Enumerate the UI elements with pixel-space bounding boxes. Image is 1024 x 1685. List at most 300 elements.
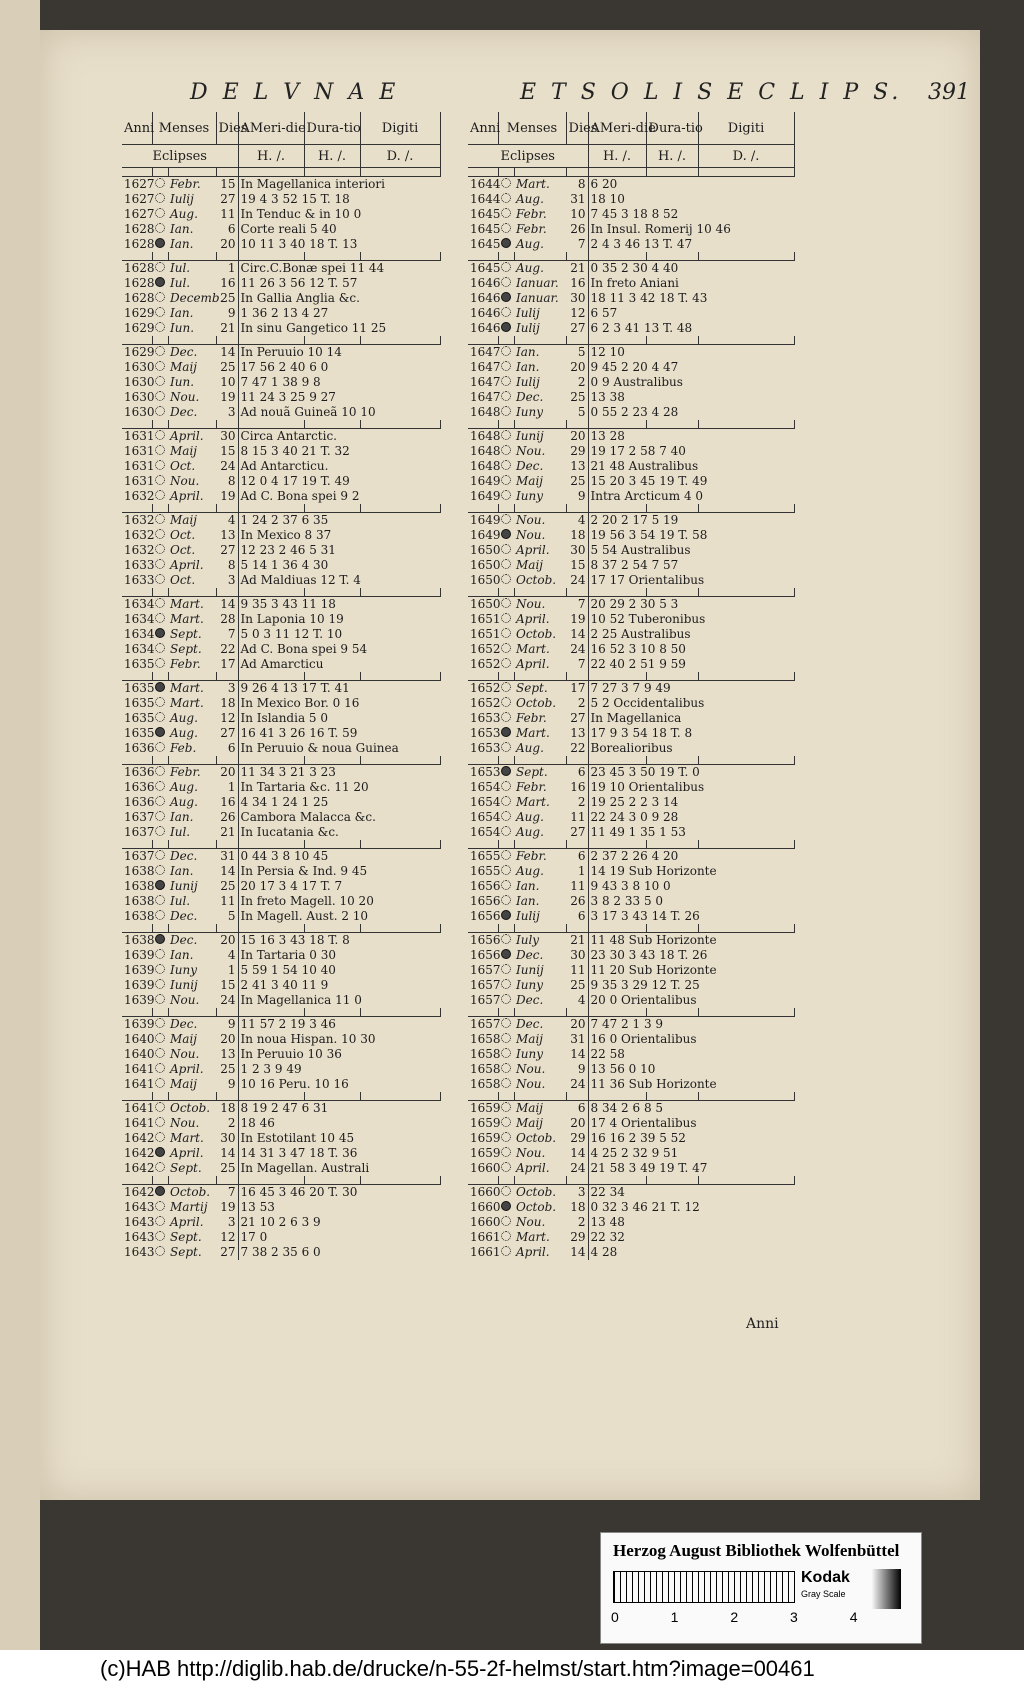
day-cell: 14 [566, 1047, 588, 1062]
month-cell: Maij [170, 360, 197, 374]
eclipse-values-cell: In sinu Gangetico 11 25 [240, 321, 387, 335]
eclipse-row [468, 207, 794, 222]
day-cell: 3 [216, 1215, 238, 1230]
month-cell: Iul. [170, 894, 191, 908]
eclipse-values-cell: 8 37 2 54 7 57 [590, 558, 679, 572]
year-cell: 1635 [124, 711, 155, 725]
month-cell: Maij [516, 558, 543, 572]
solar-eclipse-icon [155, 376, 165, 386]
eclipse-row [122, 741, 440, 756]
day-cell: 30 [566, 291, 588, 306]
eclipse-values-cell: 0 35 2 30 4 40 [590, 261, 679, 275]
eclipse-values-cell: 5 0 3 11 12 T. 10 [240, 627, 343, 641]
eclipse-row [122, 1116, 440, 1131]
month-cell: Mart. [170, 681, 204, 695]
eclipse-row [122, 864, 440, 879]
day-cell: 25 [566, 474, 588, 489]
eclipse-row [468, 933, 794, 949]
year-cell: 1638 [124, 864, 155, 878]
day-cell: 20 [566, 1116, 588, 1131]
eclipse-values-cell: 6 2 3 41 13 T. 48 [590, 321, 693, 335]
month-cell: Martij [170, 1200, 208, 1214]
month-cell: Ianuar. [516, 291, 559, 305]
year-cell: 1653 [470, 726, 501, 740]
day-cell: 9 [566, 1062, 588, 1077]
month-cell: Ian. [170, 222, 194, 236]
month-cell: Mart. [170, 696, 204, 710]
eclipse-row [468, 1200, 794, 1215]
column-subheader: D. /. [698, 145, 794, 168]
month-cell: Iun. [170, 375, 195, 389]
day-cell: 25 [216, 1161, 238, 1176]
day-cell: 19 [566, 612, 588, 627]
month-cell: Iulij [516, 306, 540, 320]
day-cell: 20 [216, 933, 238, 949]
day-cell: 6 [566, 849, 588, 865]
year-cell: 1632 [124, 513, 155, 527]
day-cell: 20 [566, 429, 588, 445]
eclipse-values-cell: 11 34 3 21 3 23 [240, 765, 336, 779]
eclipse-values-cell: 6 20 [590, 177, 618, 191]
day-cell: 4 [566, 993, 588, 1008]
year-cell: 1628 [124, 237, 155, 251]
month-cell: Aug. [170, 795, 198, 809]
month-cell: Aug. [516, 864, 544, 878]
eclipse-row [122, 795, 440, 810]
month-cell: April. [170, 1215, 204, 1229]
eclipse-values-cell: 14 19 Sub Horizonte [590, 864, 717, 878]
eclipse-values-cell: In Magellanica [590, 711, 682, 725]
eclipse-row [468, 642, 794, 657]
year-cell: 1631 [124, 429, 155, 443]
year-cell: 1640 [124, 1047, 155, 1061]
day-cell: 29 [566, 1230, 588, 1245]
month-cell: Maij [516, 1101, 543, 1115]
year-cell: 1643 [124, 1230, 155, 1244]
month-cell: Sept. [516, 765, 548, 779]
day-cell: 27 [216, 192, 238, 207]
eclipse-row [468, 963, 794, 978]
eclipse-values-cell: 4 28 [590, 1245, 618, 1259]
day-cell: 24 [566, 1077, 588, 1092]
eclipse-row [122, 933, 440, 949]
library-color-target [600, 1532, 922, 1644]
day-cell: 12 [566, 306, 588, 321]
solar-eclipse-icon [501, 598, 511, 608]
month-cell: Ian. [516, 894, 540, 908]
month-cell: Iul. [170, 276, 191, 290]
eclipse-row [468, 513, 794, 529]
eclipse-row [468, 948, 794, 963]
eclipse-values-cell: In Estotilant 10 45 [240, 1131, 355, 1145]
eclipse-row [468, 276, 794, 291]
column-header: AMeri-die [238, 112, 304, 145]
solar-eclipse-icon [155, 994, 165, 1004]
eclipse-values-cell: 0 44 3 8 10 45 [240, 849, 329, 863]
year-cell: 1631 [124, 459, 155, 473]
eclipse-values-cell: 1 2 3 9 49 [240, 1062, 302, 1076]
year-cell: 1628 [124, 291, 155, 305]
month-cell: Febr. [516, 222, 547, 236]
year-cell: 1628 [124, 261, 155, 275]
month-cell: Oct. [170, 528, 196, 542]
eclipse-values-cell: 23 45 3 50 19 T. 0 [590, 765, 700, 779]
eclipse-row [122, 948, 440, 963]
solar-eclipse-icon [501, 658, 511, 668]
eclipse-row [468, 849, 794, 865]
solar-eclipse-icon [155, 361, 165, 371]
day-cell: 6 [566, 765, 588, 781]
eclipse-row [122, 849, 440, 865]
day-cell: 16 [566, 780, 588, 795]
year-cell: 1640 [124, 1032, 155, 1046]
solar-eclipse-icon [155, 1216, 165, 1226]
eclipse-values-cell: Circ.C.Bonæ spei 11 44 [240, 261, 385, 275]
solar-eclipse-icon [501, 964, 511, 974]
eclipse-values-cell: In Peruuio & noua Guinea [240, 741, 399, 755]
solar-eclipse-icon [155, 223, 165, 233]
day-cell: 20 [216, 237, 238, 252]
day-cell: 7 [566, 237, 588, 252]
eclipse-row [122, 909, 440, 924]
solar-eclipse-icon [501, 979, 511, 989]
month-cell: Mart. [516, 177, 550, 191]
eclipse-values-cell: 13 38 [590, 390, 625, 404]
eclipse-values-cell: 18 11 3 42 18 T. 43 [590, 291, 708, 305]
eclipse-values-cell: 5 2 Occidentalibus [590, 696, 705, 710]
year-cell: 1660 [470, 1161, 501, 1175]
year-cell: 1655 [470, 864, 501, 878]
eclipse-row [468, 1017, 794, 1033]
day-cell: 18 [216, 696, 238, 711]
eclipse-row [468, 765, 794, 781]
month-cell: Iun. [170, 321, 195, 335]
year-cell: 1654 [470, 795, 501, 809]
day-cell: 10 [566, 207, 588, 222]
solar-eclipse-icon [155, 850, 165, 860]
day-cell: 14 [216, 345, 238, 361]
eclipse-values-cell: 9 43 3 8 10 0 [590, 879, 671, 893]
month-cell: April. [516, 657, 550, 671]
day-cell: 6 [566, 1101, 588, 1117]
eclipse-values-cell: 10 52 Tuberonibus [590, 612, 706, 626]
day-cell: 26 [216, 810, 238, 825]
year-cell: 1628 [124, 276, 155, 290]
eclipse-row [468, 459, 794, 474]
day-cell: 2 [566, 696, 588, 711]
eclipse-values-cell: 16 52 3 10 8 50 [590, 642, 686, 656]
eclipse-values-cell: Ad Amarcticu [240, 657, 324, 671]
eclipse-row [122, 1017, 440, 1033]
eclipse-row [468, 1116, 794, 1131]
eclipse-row [468, 429, 794, 445]
month-cell: Maij [516, 1032, 543, 1046]
eclipse-row [122, 612, 440, 627]
year-cell: 1657 [470, 1017, 501, 1031]
month-cell: Maij [170, 513, 197, 527]
column-subheader: H. /. [304, 145, 360, 168]
solar-eclipse-icon [501, 934, 511, 944]
solar-eclipse-icon [501, 628, 511, 638]
month-cell: Maij [516, 1116, 543, 1130]
eclipse-row [122, 1062, 440, 1077]
eclipse-values-cell: 2 37 2 26 4 20 [590, 849, 679, 863]
solar-eclipse-icon [155, 964, 165, 974]
month-cell: Iuny [516, 489, 543, 503]
year-cell: 1661 [470, 1230, 501, 1244]
eclipse-row [122, 192, 440, 207]
day-cell: 6 [566, 909, 588, 924]
lunar-eclipse-icon [155, 934, 165, 944]
solar-eclipse-icon [501, 544, 511, 554]
solar-eclipse-icon [155, 979, 165, 989]
running-title-left: D E L V N A E [190, 80, 400, 105]
year-cell: 1647 [470, 375, 501, 389]
eclipse-values-cell: 21 10 2 6 3 9 [240, 1215, 321, 1229]
month-cell: Octob. [516, 1200, 557, 1214]
eclipse-values-cell: In freto Aniani [590, 276, 679, 290]
day-cell: 3 [216, 573, 238, 588]
month-cell: Nou. [170, 993, 200, 1007]
solar-eclipse-icon [501, 781, 511, 791]
eclipse-values-cell: 20 17 3 4 17 T. 7 [240, 879, 343, 893]
eclipse-row [468, 741, 794, 756]
year-cell: 1639 [124, 948, 155, 962]
solar-eclipse-icon [501, 1033, 511, 1043]
eclipse-row [468, 390, 794, 405]
month-cell: Dec. [170, 849, 198, 863]
eclipse-values-cell: 17 0 [240, 1230, 268, 1244]
eclipse-row [122, 237, 440, 252]
lunar-eclipse-icon [501, 910, 511, 920]
month-cell: Mart. [516, 726, 550, 740]
day-cell: 11 [566, 963, 588, 978]
lunar-eclipse-icon [155, 628, 165, 638]
eclipse-values-cell: 22 58 [590, 1047, 625, 1061]
eclipse-row [122, 993, 440, 1008]
eclipse-row [122, 459, 440, 474]
eclipse-row [468, 1047, 794, 1062]
day-cell: 7 [566, 657, 588, 672]
solar-eclipse-icon [501, 613, 511, 623]
column-subheader: Eclipses [468, 145, 588, 168]
day-cell: 27 [566, 711, 588, 726]
day-cell: 31 [566, 192, 588, 207]
solar-eclipse-icon [501, 880, 511, 890]
month-cell: Octob. [516, 627, 557, 641]
day-cell: 20 [566, 1017, 588, 1033]
solar-eclipse-icon [155, 262, 165, 272]
day-cell: 15 [216, 177, 238, 193]
year-cell: 1634 [124, 612, 155, 626]
eclipse-values-cell: In Iucatania &c. [240, 825, 339, 839]
year-cell: 1636 [124, 741, 155, 755]
solar-eclipse-icon [155, 322, 165, 332]
solar-eclipse-icon [155, 391, 165, 401]
column-subheader: Eclipses [122, 145, 238, 168]
solar-eclipse-icon [501, 742, 511, 752]
eclipse-row [468, 405, 794, 420]
eclipse-values-cell: 21 58 3 49 19 T. 47 [590, 1161, 708, 1175]
column-header: Digiti [698, 112, 794, 145]
day-cell: 26 [566, 222, 588, 237]
solar-eclipse-icon [155, 1018, 165, 1028]
month-cell: Feb. [170, 741, 197, 755]
eclipse-row [122, 642, 440, 657]
eclipse-row [122, 306, 440, 321]
solar-eclipse-icon [155, 781, 165, 791]
eclipse-row [468, 978, 794, 993]
eclipse-row [122, 627, 440, 642]
eclipse-row [122, 1077, 440, 1092]
eclipse-row [468, 810, 794, 825]
eclipse-values-cell: Cambora Malacca &c. [240, 810, 376, 824]
eclipse-row [122, 1131, 440, 1146]
year-cell: 1646 [470, 306, 501, 320]
day-cell: 15 [216, 978, 238, 993]
day-cell: 1 [216, 963, 238, 978]
day-cell: 9 [216, 306, 238, 321]
eclipse-row [468, 306, 794, 321]
eclipse-row [468, 345, 794, 361]
month-cell: Febr. [516, 207, 547, 221]
eclipse-values-cell: Corte reali 5 40 [240, 222, 337, 236]
eclipse-row [468, 321, 794, 336]
year-cell: 1629 [124, 306, 155, 320]
eclipse-row [468, 192, 794, 207]
year-cell: 1660 [470, 1185, 501, 1199]
year-cell: 1648 [470, 444, 501, 458]
eclipse-values-cell: 13 53 [240, 1200, 275, 1214]
solar-eclipse-icon [501, 1117, 511, 1127]
day-cell: 8 [216, 558, 238, 573]
year-cell: 1647 [470, 345, 501, 359]
eclipse-values-cell: In Tenduc & in 10 0 [240, 207, 362, 221]
eclipse-row [468, 573, 794, 588]
month-cell: April. [170, 1146, 204, 1160]
solar-eclipse-icon [155, 559, 165, 569]
year-cell: 1632 [124, 543, 155, 557]
eclipse-values-cell: 3 8 2 33 5 0 [590, 894, 664, 908]
eclipse-values-cell: 5 54 Australibus [590, 543, 691, 557]
month-cell: Dec. [516, 390, 544, 404]
month-cell: Ian. [516, 879, 540, 893]
eclipse-values-cell: In freto Magell. 10 20 [240, 894, 374, 908]
solar-eclipse-icon [501, 1246, 511, 1256]
day-cell: 18 [566, 1200, 588, 1215]
day-cell: 27 [566, 825, 588, 840]
day-cell: 28 [216, 612, 238, 627]
year-cell: 1647 [470, 390, 501, 404]
solar-eclipse-icon [155, 796, 165, 806]
eclipse-values-cell: 22 32 [590, 1230, 625, 1244]
eclipse-row [468, 696, 794, 711]
year-cell: 1650 [470, 558, 501, 572]
eclipse-values-cell: 10 16 Peru. 10 16 [240, 1077, 349, 1091]
eclipse-values-cell: 19 56 3 54 19 T. 58 [590, 528, 708, 542]
year-cell: 1642 [124, 1131, 155, 1145]
eclipse-row [468, 237, 794, 252]
eclipse-row [468, 711, 794, 726]
day-cell: 14 [566, 1245, 588, 1260]
eclipse-row [468, 597, 794, 613]
year-cell: 1645 [470, 237, 501, 251]
day-cell: 30 [216, 429, 238, 445]
column-subheader: H. /. [238, 145, 304, 168]
month-cell: Ian. [170, 948, 194, 962]
month-cell: April. [170, 1062, 204, 1076]
eclipse-row [122, 429, 440, 445]
year-cell: 1637 [124, 810, 155, 824]
month-cell: Aug. [516, 261, 544, 275]
day-cell: 13 [566, 726, 588, 741]
day-cell: 3 [216, 681, 238, 697]
month-cell: Nou. [516, 1215, 546, 1229]
solar-eclipse-icon [501, 475, 511, 485]
month-cell: Iunij [516, 429, 544, 443]
solar-eclipse-icon [501, 1063, 511, 1073]
footer-url: (c)HAB http://diglib.hab.de/drucke/n-55-2f-helmst/start.htm?image=00461 [100, 1656, 815, 1681]
month-cell: Octob. [516, 696, 557, 710]
column-header: Digiti [360, 112, 440, 145]
month-cell: Febr. [170, 765, 201, 779]
eclipse-row [468, 375, 794, 390]
day-cell: 20 [216, 1032, 238, 1047]
day-cell: 21 [566, 933, 588, 949]
eclipse-row [122, 1161, 440, 1176]
eclipse-row [468, 795, 794, 810]
year-cell: 1655 [470, 849, 501, 863]
eclipse-values-cell: In Peruuio 10 14 [240, 345, 342, 359]
day-cell: 14 [216, 1146, 238, 1161]
year-cell: 1633 [124, 573, 155, 587]
eclipse-values-cell: 16 16 2 39 5 52 [590, 1131, 686, 1145]
lunar-eclipse-icon [501, 1201, 511, 1211]
eclipse-values-cell: 4 34 1 24 1 25 [240, 795, 329, 809]
eclipse-row [122, 765, 440, 781]
eclipse-row [122, 726, 440, 741]
solar-eclipse-icon [501, 895, 511, 905]
month-cell: Ian. [516, 360, 540, 374]
year-cell: 1656 [470, 933, 501, 947]
day-cell: 22 [566, 741, 588, 756]
eclipse-values-cell: 7 47 1 38 9 8 [240, 375, 321, 389]
day-cell: 18 [216, 1101, 238, 1117]
eclipse-values-cell: In Tartaria 0 30 [240, 948, 336, 962]
eclipse-values-cell: 8 15 3 40 21 T. 32 [240, 444, 350, 458]
column-header: Dies [566, 112, 588, 145]
year-cell: 1632 [124, 489, 155, 503]
year-cell: 1651 [470, 627, 501, 641]
month-cell: Sept. [516, 681, 548, 695]
solar-eclipse-icon [155, 544, 165, 554]
eclipse-row [122, 1101, 440, 1117]
solar-eclipse-icon [155, 1078, 165, 1088]
day-cell: 6 [216, 741, 238, 756]
day-cell: 25 [566, 390, 588, 405]
eclipse-row [122, 528, 440, 543]
eclipse-values-cell: 18 46 [240, 1116, 275, 1130]
solar-eclipse-icon [501, 1102, 511, 1112]
year-cell: 1659 [470, 1131, 501, 1145]
year-cell: 1646 [470, 291, 501, 305]
month-cell: Octob. [516, 1131, 557, 1145]
column-subheader: H. /. [646, 145, 698, 168]
month-cell: Febr. [170, 657, 201, 671]
day-cell: 2 [216, 1116, 238, 1131]
month-cell: Dec. [170, 933, 198, 947]
month-cell: Dec. [170, 405, 198, 419]
